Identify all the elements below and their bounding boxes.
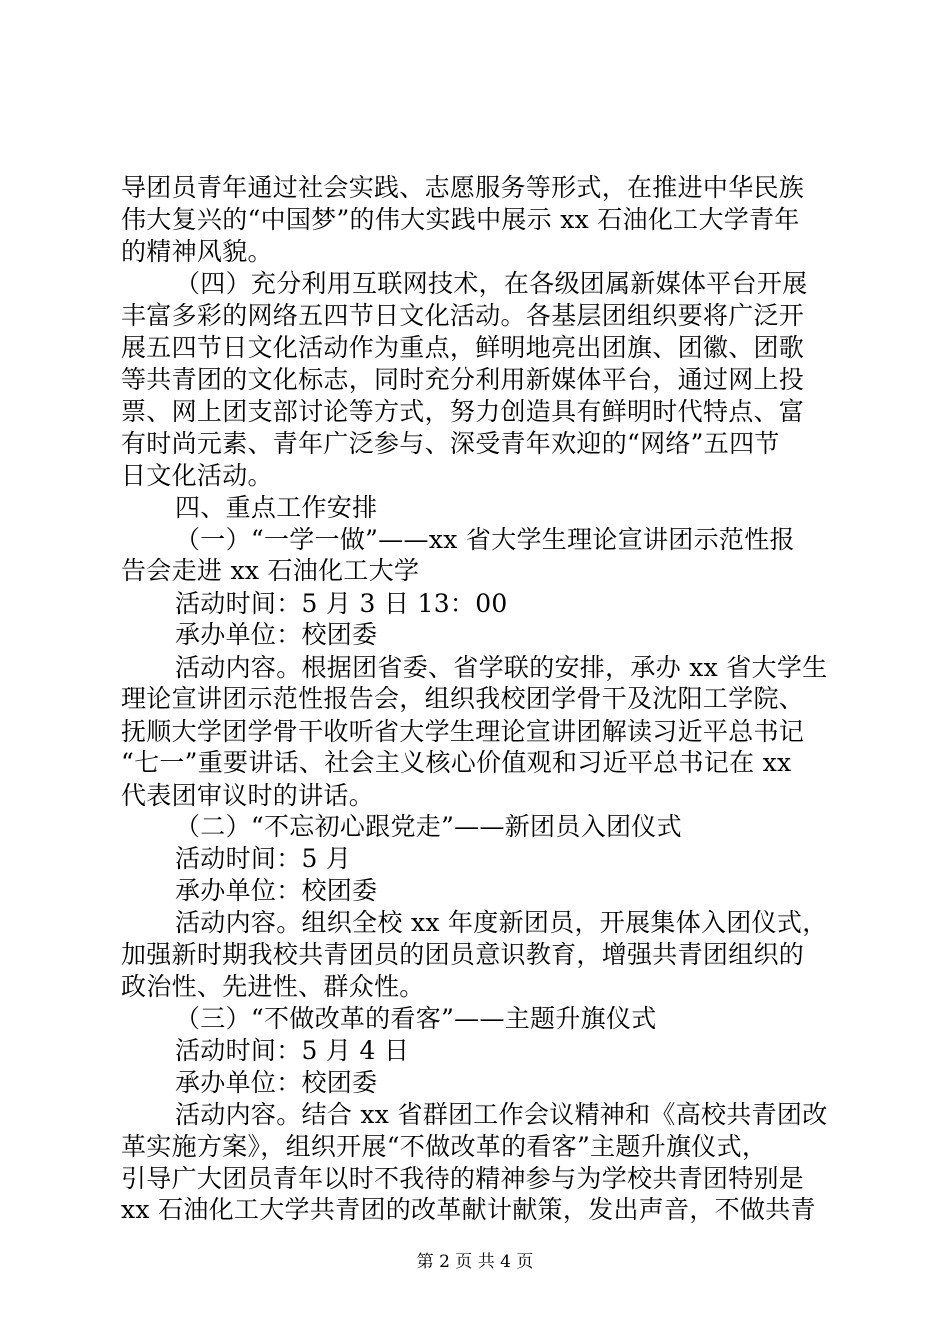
section-heading: 四、重点工作安排 <box>175 493 378 522</box>
text-line: 等共青团的文化标志，同时充分利用新媒体平台，通过网上投 <box>121 365 805 394</box>
text-line: 引导广大团员青年以时不我待的精神参与为学校共青团特别是 <box>121 1164 805 1193</box>
text-line: 革实施方案》，组织开展“不做改革的看客”主题升旗仪式， <box>121 1132 768 1161</box>
text-line: 理论宣讲团示范性报告会，组织我校团学骨干及沈阳工学院、 <box>121 684 805 713</box>
text-line: 抚顺大学团学骨干收听省大学生理论宣讲团解读习近平总书记 <box>121 717 805 746</box>
text-line: 承办单位：校团委 <box>175 1068 378 1097</box>
text-line: 政治性、先进性、群众性。 <box>121 972 425 1001</box>
text-line: 活动内容。结合 xx 省群团工作会议精神和《高校共青团改 <box>175 1100 828 1129</box>
text-line: 活动时间：5 月 <box>175 844 352 873</box>
text-line: 日文化活动。 <box>121 461 273 490</box>
page-number-footer: 第 2 页 共 4 页 <box>416 1252 534 1272</box>
text-line: 的精神风貌。 <box>121 237 273 266</box>
text-line: 加强新时期我校共青团员的团员意识教育，增强共青团组织的 <box>121 940 805 969</box>
subsection-heading: （二）“不忘初心跟党走”——新团员入团仪式 <box>175 812 682 841</box>
subsection-heading: （一）“一学一做”——xx 省大学生理论宣讲团示范性报 <box>175 525 795 554</box>
text-line: 活动内容。根据团省委、省学联的安排，承办 xx 省大学生 <box>175 653 828 682</box>
text-line: 有时尚元素、青年广泛参与、深受青年欢迎的“网络”五四节 <box>121 429 780 458</box>
text-line: 丰富多彩的网络五四节日文化活动。各基层团组织要将广泛开 <box>121 301 805 330</box>
text-line: 导团员青年通过社会实践、志愿服务等形式，在推进中华民族 <box>121 173 805 202</box>
text-line: 票、网上团支部讨论等方式，努力创造具有鲜明时代特点、富 <box>121 397 805 426</box>
text-line: 展五四节日文化活动作为重点，鲜明地亮出团旗、团徽、团歌 <box>121 333 805 362</box>
text-line: 代表团审议时的讲话。 <box>121 781 375 810</box>
text-line: 活动内容。组织全校 xx 年度新团员，开展集体入团仪式， <box>175 908 828 937</box>
text-line: 承办单位：校团委 <box>175 876 378 905</box>
text-line: 告会走进 xx 石油化工大学 <box>121 556 420 585</box>
text-line: 活动时间：5 月 4 日 <box>175 1036 410 1065</box>
text-line: （四）充分利用互联网技术，在各级团属新媒体平台开展 <box>175 269 808 298</box>
text-line: 伟大复兴的“中国梦”的伟大实践中展示 xx 石油化工大学青年 <box>121 205 800 234</box>
subsection-heading: （三）“不做改革的看客”——主题升旗仪式 <box>175 1004 657 1033</box>
text-line: “七一”重要讲话、社会主义核心价值观和习近平总书记在 xx <box>121 748 792 777</box>
text-line: 活动时间：5 月 3 日 13：00 <box>175 589 508 618</box>
text-line: 承办单位：校团委 <box>175 620 378 649</box>
text-line: xx 石油化工大学共青团的改革献计献策，发出声音，不做共青 <box>121 1195 816 1224</box>
